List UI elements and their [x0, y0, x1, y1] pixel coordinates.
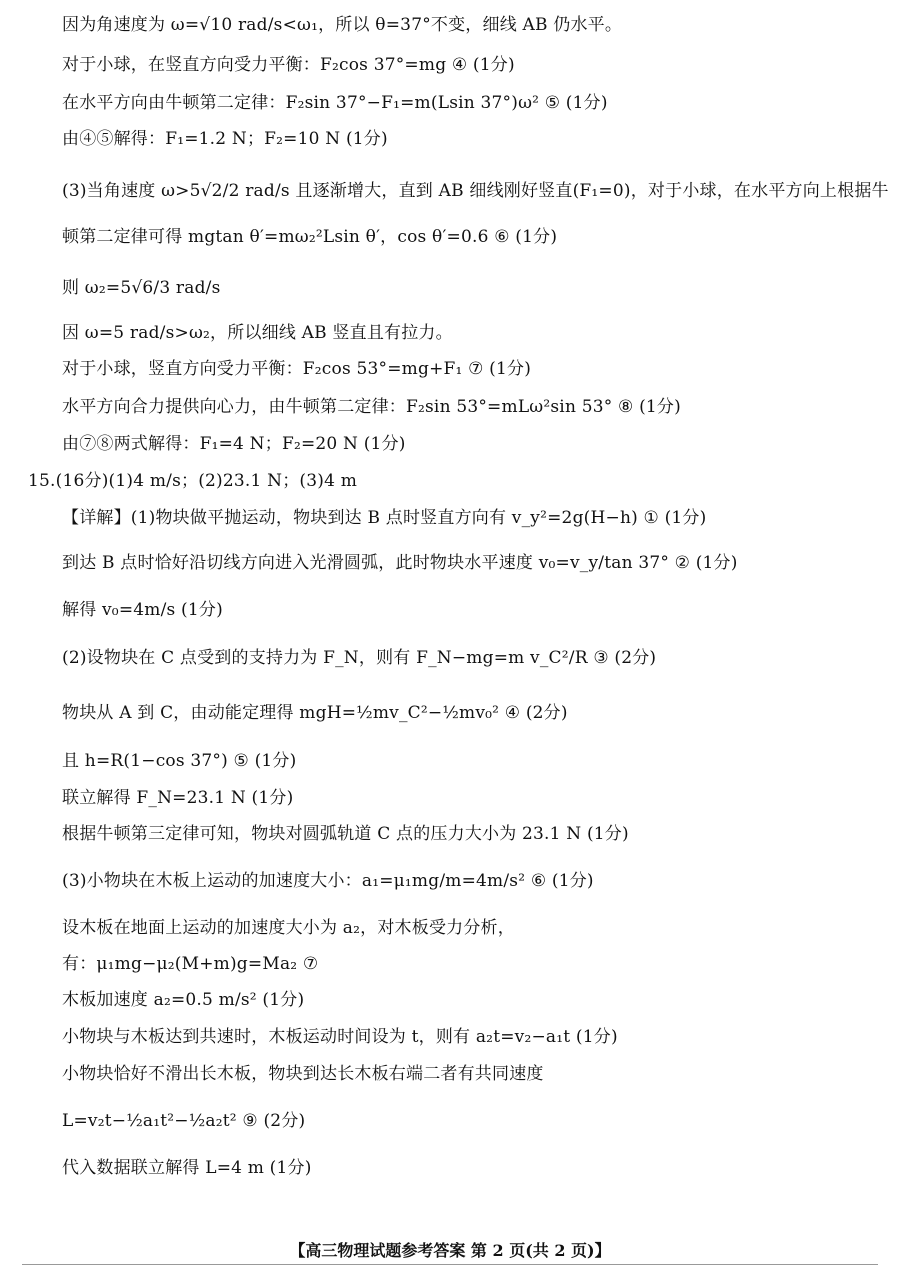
text-line: 小物块与木板达到共速时，木板运动时间设为 t，则有 a₂t=v₂−a₁t (1分) — [62, 1027, 618, 1047]
text-line: 设木板在地面上运动的加速度大小为 a₂，对木板受力分析， — [62, 918, 515, 938]
text-line: 解得 v₀=4m/s (1分) — [62, 600, 223, 620]
text-line: 因为角速度为 ω=√10 rad/s<ω₁，所以 θ=37°不变，细线 AB 仍水平。 — [62, 15, 623, 35]
text-line: 木板加速度 a₂=0.5 m/s² (1分) — [62, 990, 305, 1010]
text-line: L=v₂t−½a₁t²−½a₂t² ⑨ (2分) — [62, 1111, 306, 1131]
text-line: 在水平方向由牛顿第二定律：F₂sin 37°−F₁=m(Lsin 37°)ω² ⑤ (1分) — [62, 93, 608, 113]
footer-divider — [22, 1264, 878, 1265]
text-line: 因 ω=5 rad/s>ω₂，所以细线 AB 竖直且有拉力。 — [62, 323, 453, 343]
text-line: 到达 B 点时恰好沿切线方向进入光滑圆弧，此时物块水平速度 v₀=v_y/tan 37° ② (1分) — [62, 553, 738, 573]
text-line: 顿第二定律可得 mgtan θ′=mω₂²Lsin θ′，cos θ′=0.6 ⑥ (1分) — [62, 227, 558, 247]
text-line: (3)当角速度 ω>5√2/2 rad/s 且逐渐增大，直到 AB 细线刚好竖直(F₁=0)，对于小球，在水平方向上根据牛 — [62, 181, 889, 201]
text-line: (3)小物块在木板上运动的加速度大小：a₁=μ₁mg/m=4m/s² ⑥ (1分) — [62, 871, 594, 891]
text-line: 则 ω₂=5√6/3 rad/s — [62, 278, 221, 298]
text-line: 对于小球，在竖直方向受力平衡：F₂cos 37°=mg ④ (1分) — [62, 55, 515, 75]
text-line: 对于小球，竖直方向受力平衡：F₂cos 53°=mg+F₁ ⑦ (1分) — [62, 359, 532, 379]
text-line: 由⑦⑧两式解得：F₁=4 N；F₂=20 N (1分) — [62, 434, 406, 454]
text-line: 且 h=R(1−cos 37°) ⑤ (1分) — [62, 751, 297, 771]
text-line: 联立解得 F_N=23.1 N (1分) — [62, 788, 294, 808]
text-line: 物块从 A 到 C，由动能定理得 mgH=½mv_C²−½mv₀² ④ (2分) — [62, 703, 568, 723]
text-line: 水平方向合力提供向心力，由牛顿第二定律：F₂sin 53°=mLω²sin 53° ⑧ (1分) — [62, 397, 681, 417]
text-line: 有：μ₁mg−μ₂(M+m)g=Ma₂ ⑦ — [62, 954, 319, 974]
text-line: 小物块恰好不滑出长木板，物块到达长木板右端二者有共同速度 — [62, 1064, 544, 1084]
text-line: 代入数据联立解得 L=4 m (1分) — [62, 1158, 312, 1178]
text-line: 【详解】(1)物块做平抛运动，物块到达 B 点时竖直方向有 v_y²=2g(H−h) ① (1分) — [62, 508, 707, 528]
text-line: 根据牛顿第三定律可知，物块对圆弧轨道 C 点的压力大小为 23.1 N (1分) — [62, 824, 629, 844]
text-line: 由④⑤解得：F₁=1.2 N；F₂=10 N (1分) — [62, 129, 388, 149]
text-line: (2)设物块在 C 点受到的支持力为 F_N，则有 F_N−mg=m v_C²/R ③ (2分) — [62, 648, 657, 668]
page-footer: 【高三物理试题参考答案 第 2 页(共 2 页)】 — [289, 1241, 611, 1260]
question-heading: 15.(16分)(1)4 m/s；(2)23.1 N；(3)4 m — [28, 471, 358, 491]
